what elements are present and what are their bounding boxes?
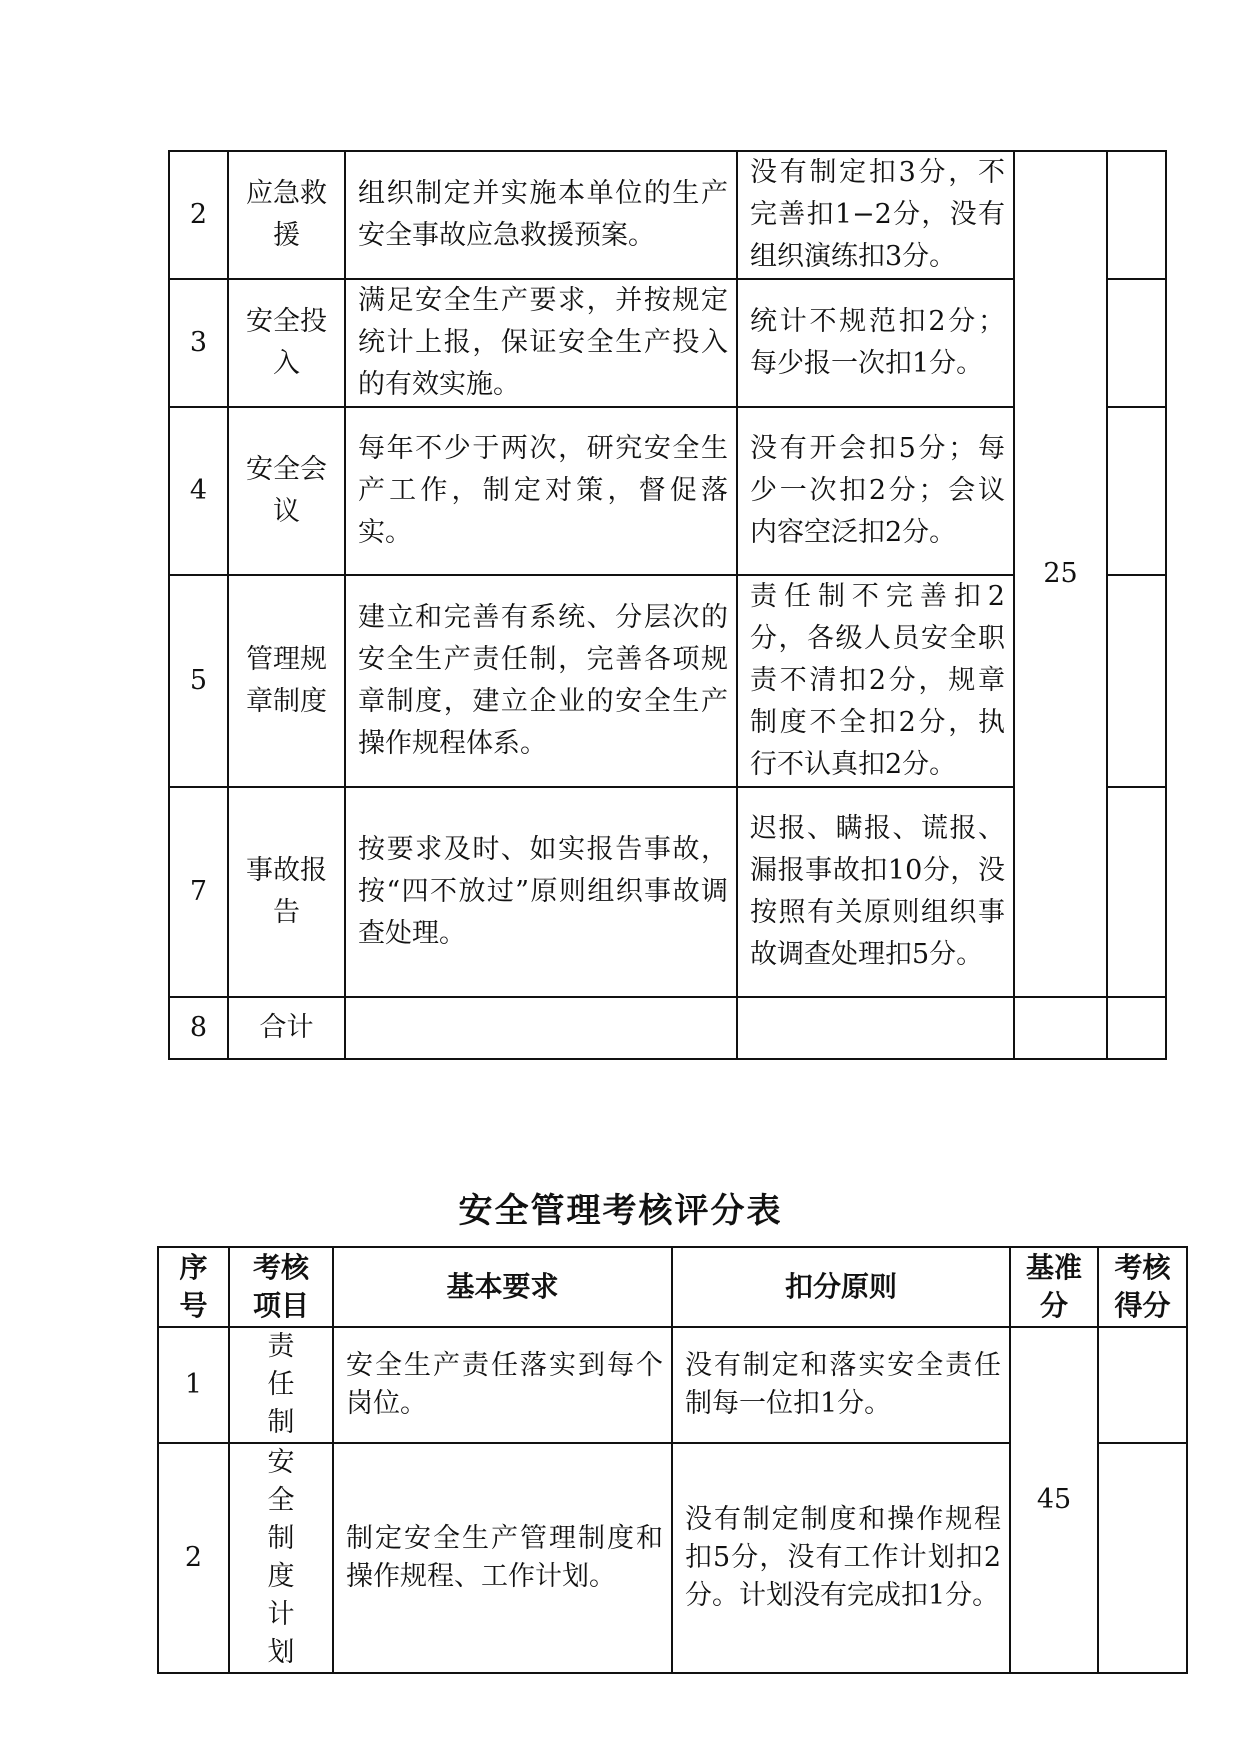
assessment-item: 安全会议 bbox=[228, 407, 345, 575]
header-no: 序号 bbox=[158, 1247, 229, 1327]
row-number: 8 bbox=[169, 997, 228, 1059]
assessment-score-cell[interactable] bbox=[1107, 151, 1166, 279]
basic-requirement: 每年不少于两次，研究安全生产工作，制定对策，督促落实。 bbox=[345, 407, 737, 575]
scoring-table-continued bbox=[168, 150, 1167, 1060]
header-requirement: 基本要求 bbox=[333, 1247, 672, 1327]
assessment-item: 管理规章制度 bbox=[228, 575, 345, 787]
header-item: 考核项目 bbox=[229, 1247, 333, 1327]
basic-requirement: 组织制定并实施本单位的生产安全事故应急救援预案。 bbox=[345, 151, 737, 279]
row-number: 5 bbox=[169, 575, 228, 787]
basic-requirement: 制定安全生产管理制度和操作规程、工作计划。 bbox=[333, 1443, 672, 1673]
basic-requirement: 按要求及时、如实报告事故，按“四不放过”原则组织事故调查处理。 bbox=[345, 787, 737, 997]
assessment-score-cell[interactable] bbox=[1107, 787, 1166, 997]
basic-requirement: 安全生产责任落实到每个岗位。 bbox=[333, 1327, 672, 1443]
row-number: 1 bbox=[158, 1327, 229, 1443]
row-number: 7 bbox=[169, 787, 228, 997]
header-base-score: 基准分 bbox=[1010, 1247, 1098, 1327]
assessment-item: 安全投入 bbox=[228, 279, 345, 407]
deduction-rule: 没有制定制度和操作规程扣5分，没有工作计划扣2分。计划没有完成扣1分。 bbox=[672, 1443, 1010, 1673]
base-score: 25 bbox=[1014, 151, 1107, 997]
header-deduction: 扣分原则 bbox=[672, 1247, 1010, 1327]
assessment-score-cell[interactable] bbox=[1107, 407, 1166, 575]
header-assessment-score: 考核得分 bbox=[1098, 1247, 1187, 1327]
assessment-item: 事故报告 bbox=[228, 787, 345, 997]
total-row bbox=[169, 997, 1166, 1059]
deduction-rule: 迟报、瞒报、谎报、漏报事故扣10分，没按照有关原则组织事故调查处理扣5分。 bbox=[737, 787, 1014, 997]
safety-management-scoring-table bbox=[157, 1246, 1188, 1674]
assessment-score-cell[interactable] bbox=[1107, 575, 1166, 787]
table-row bbox=[169, 151, 1166, 279]
assessment-score-cell[interactable] bbox=[1107, 279, 1166, 407]
basic-requirement: 满足安全生产要求，并按规定统计上报，保证安全生产投入的有效实施。 bbox=[345, 279, 737, 407]
assessment-item: 应急救援 bbox=[228, 151, 345, 279]
deduction-rule: 责任制不完善扣2分，各级人员安全职责不清扣2分，规章制度不全扣2分，执行不认真扣2分。 bbox=[737, 575, 1014, 787]
assessment-item: 安全制度计划 bbox=[229, 1443, 333, 1673]
total-deduction-cell bbox=[737, 997, 1014, 1059]
deduction-rule: 没有开会扣5分；每少一次扣2分；会议内容空泛扣2分。 bbox=[737, 407, 1014, 575]
table-header-row bbox=[158, 1247, 1187, 1327]
total-score-cell[interactable] bbox=[1107, 997, 1166, 1059]
table-title: 安全管理考核评分表 bbox=[458, 1191, 783, 1231]
row-number: 4 bbox=[169, 407, 228, 575]
total-base-cell bbox=[1014, 997, 1107, 1059]
assessment-score-cell[interactable] bbox=[1098, 1443, 1187, 1673]
table-row bbox=[158, 1327, 1187, 1443]
row-number: 3 bbox=[169, 279, 228, 407]
row-number: 2 bbox=[158, 1443, 229, 1673]
deduction-rule: 没有制定扣3分，不完善扣1−2分，没有组织演练扣3分。 bbox=[737, 151, 1014, 279]
base-score: 45 bbox=[1010, 1327, 1098, 1673]
assessment-item: 责任制 bbox=[229, 1327, 333, 1443]
basic-requirement: 建立和完善有系统、分层次的安全生产责任制，完善各项规章制度，建立企业的安全生产操作规程体系。 bbox=[345, 575, 737, 787]
total-requirement-cell bbox=[345, 997, 737, 1059]
deduction-rule: 没有制定和落实安全责任制每一位扣1分。 bbox=[672, 1327, 1010, 1443]
assessment-score-cell[interactable] bbox=[1098, 1327, 1187, 1443]
row-number: 2 bbox=[169, 151, 228, 279]
deduction-rule: 统计不规范扣2分；每少报一次扣1分。 bbox=[737, 279, 1014, 407]
total-label: 合计 bbox=[228, 997, 345, 1059]
